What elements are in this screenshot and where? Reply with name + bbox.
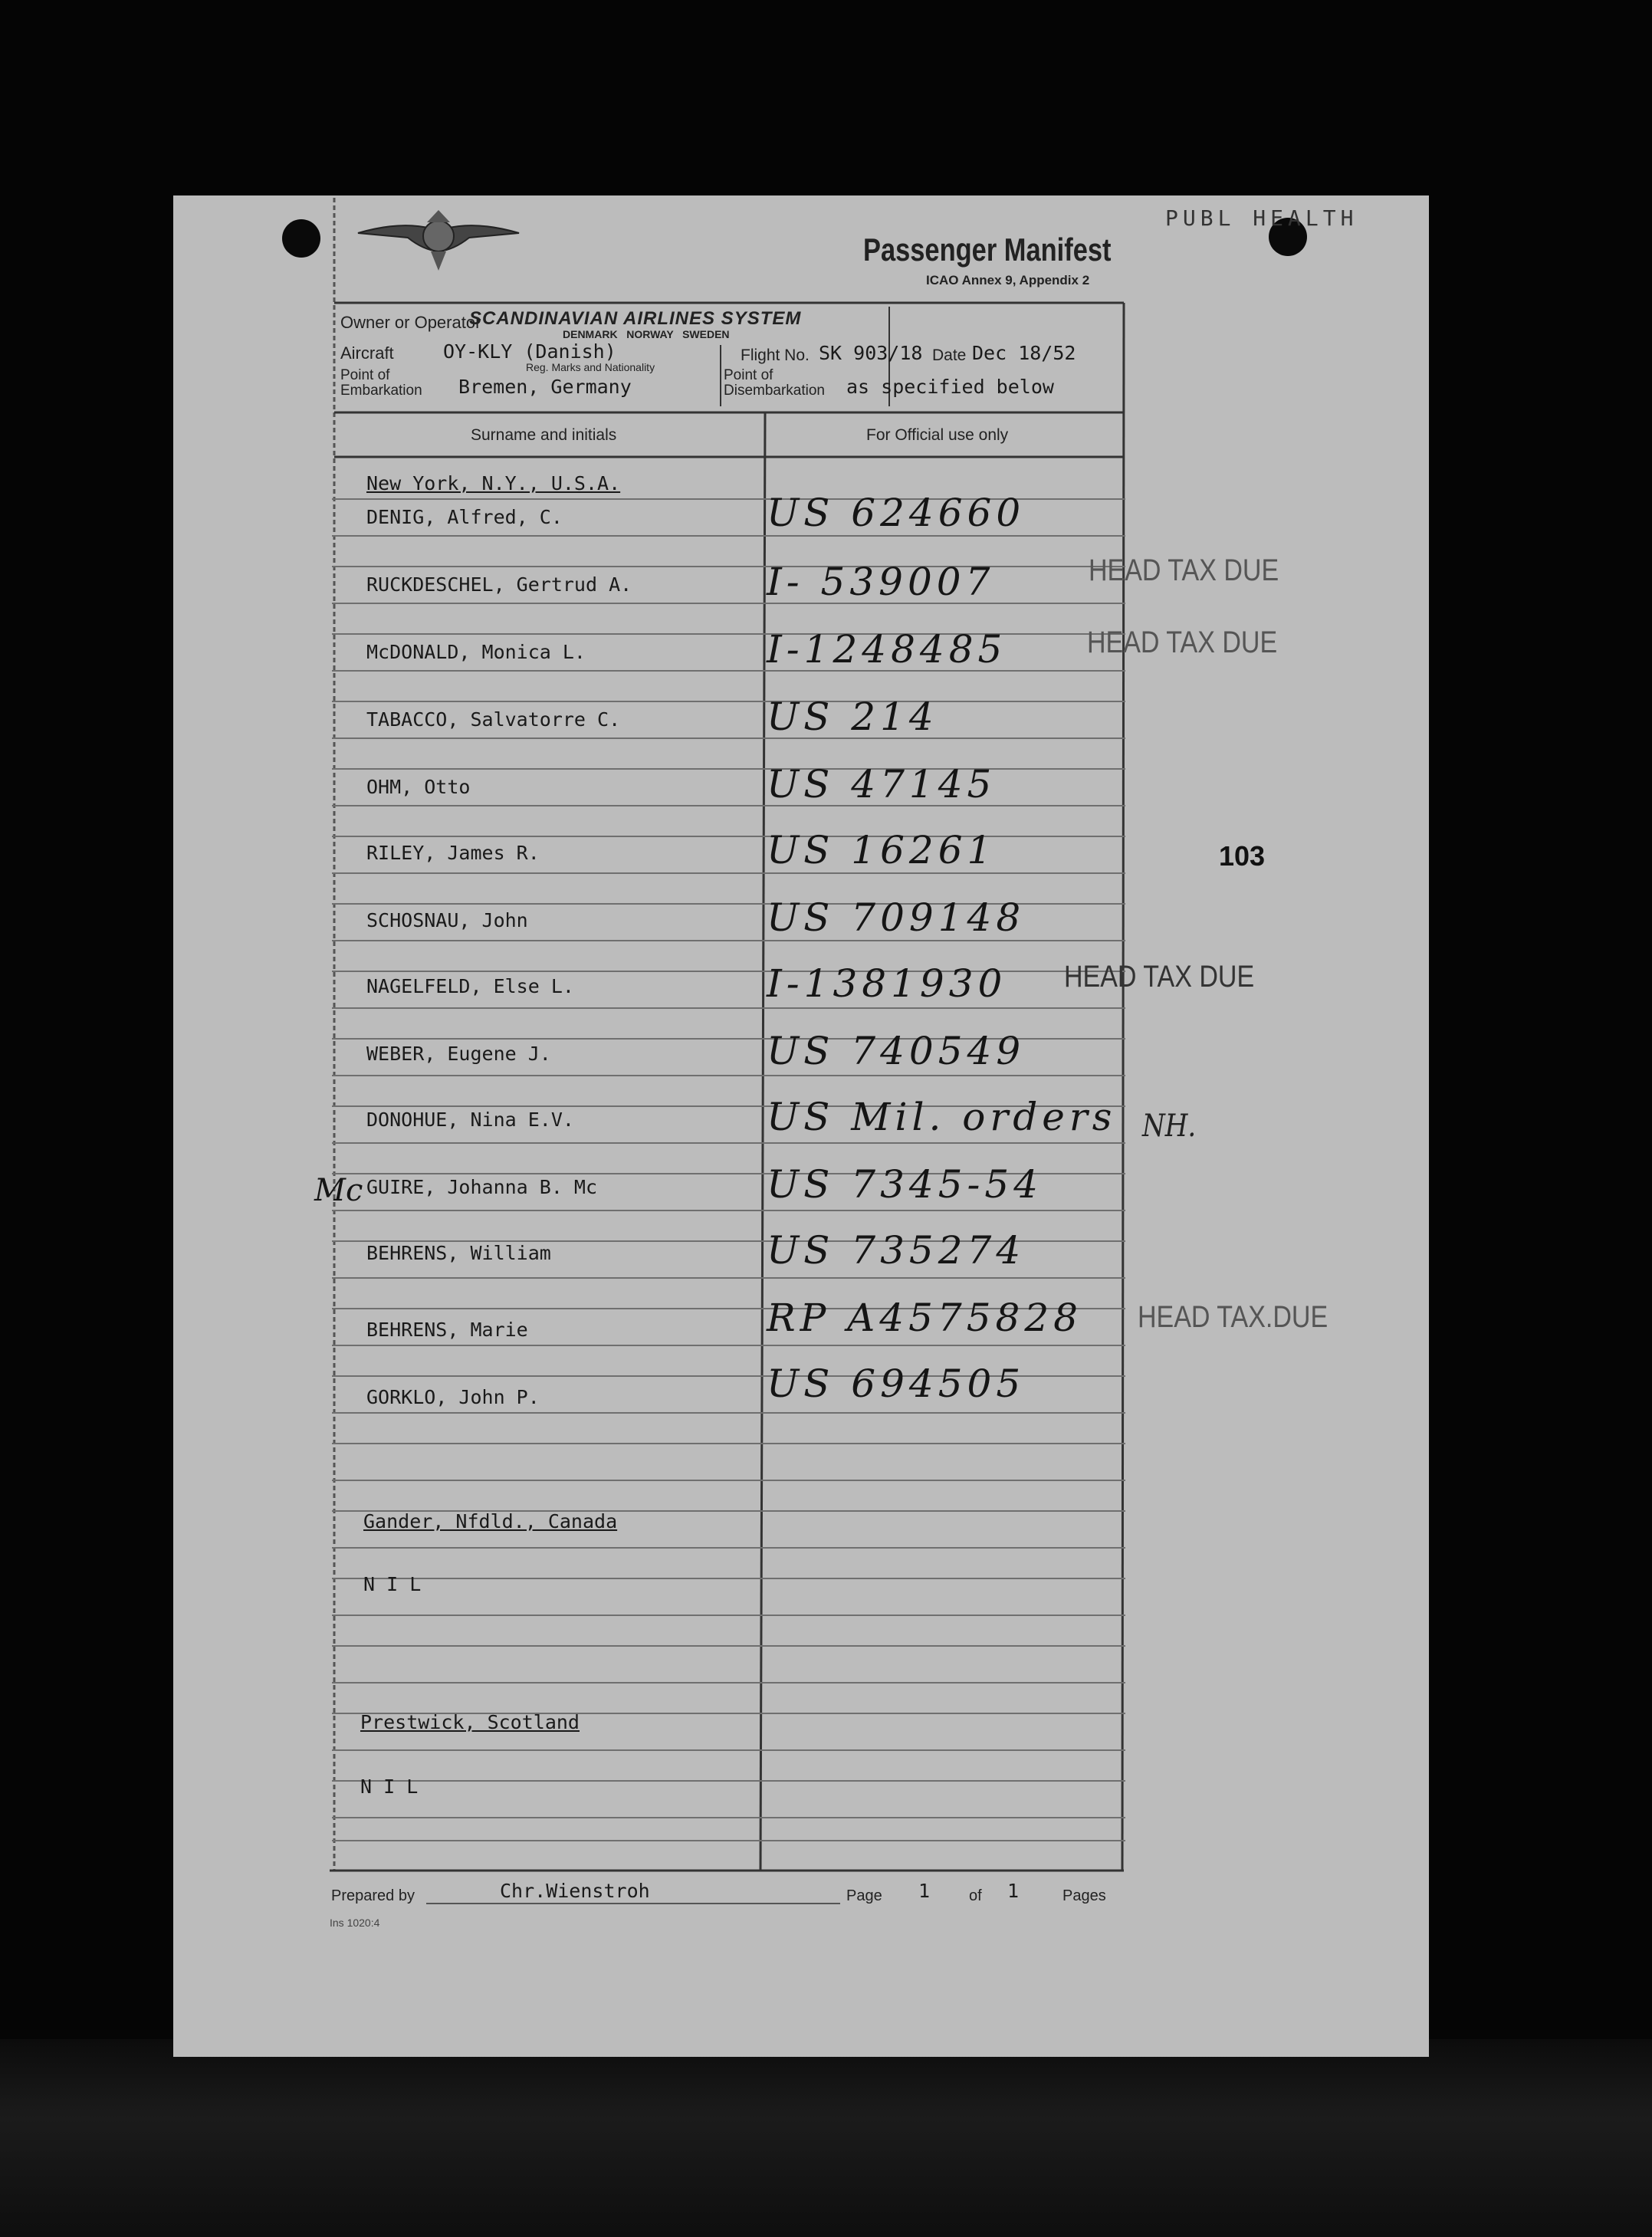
official-entry: US 7345-54 [767,1162,1043,1207]
head-tax-due-stamp: HEAD TAX.DUE [1138,1300,1328,1334]
nil-entry: N I L [363,1573,422,1595]
owner-countries: DENMARK NORWAY SWEDEN [563,328,730,340]
aircraft-sublabel: Reg. Marks and Nationality [526,361,655,373]
passenger-name: RILEY, James R. [366,842,540,864]
passenger-name: DENIG, Alfred, C. [366,506,563,528]
margin-note-public-health: PUBL HEALTH [1165,205,1358,231]
passenger-name: DONOHUE, Nina E.V. [366,1109,574,1131]
passenger-name: TABACCO, Salvatorre C. [366,708,621,731]
destination-heading-gander: Gander, Nfdld., Canada [363,1510,618,1532]
passenger-name: NAGELFELD, Else L. [366,975,574,997]
head-tax-due-stamp: HEAD TAX DUE [1087,626,1278,659]
passenger-name: GORKLO, John P. [366,1386,540,1408]
column-header-surname: Surname and initials [471,426,617,444]
of-value: 1 [1007,1880,1020,1902]
official-entry: I- 539007 [767,560,995,604]
form-title: Passenger Manifest [863,232,1112,268]
official-entry: I-1381930 [767,961,1007,1006]
form-subtitle: ICAO Annex 9, Appendix 2 [926,273,1090,287]
flight-value: SK 903/18 [819,342,923,364]
official-entry: I-1248485 [767,627,1007,672]
passenger-name: SCHOSNAU, John [366,909,528,931]
embarkation-label: Point of Embarkation [340,367,422,399]
official-entry: US 740549 [767,1029,1026,1073]
official-entry: US 16261 [767,828,997,872]
airline-logo [354,205,523,274]
official-entry: US 624660 [767,491,1026,535]
passenger-name: McDONALD, Monica L. [366,641,586,663]
passenger-name: RUCKDESCHEL, Gertrud A. [366,573,632,596]
aircraft-value: OY-KLY (Danish) [443,340,616,363]
prepared-by-line [426,1903,840,1904]
official-entry: US 47145 [767,762,997,806]
date-value: Dec 18/52 [972,342,1076,364]
head-tax-due-stamp: HEAD TAX DUE [1064,960,1255,994]
head-tax-due-stamp: HEAD TAX DUE [1089,554,1279,587]
disembarkation-value: as specified below [846,376,1054,398]
pages-label: Pages [1062,1887,1106,1904]
passenger-name: OHM, Otto [366,776,471,798]
destination-heading-prestwick: Prestwick, Scotland [360,1711,580,1733]
owner-value: SCANDINAVIAN AIRLINES SYSTEM [469,308,802,329]
official-entry: US 214 [767,695,938,739]
form-number: Ins 1020:4 [330,1917,380,1929]
official-entry: US 709148 [767,895,1026,940]
date-label: Date [932,347,967,364]
disembarkation-label: Point of Disembarkation [724,367,825,399]
official-entry: RP A4575828 [767,1296,1082,1340]
page-label: Page [846,1887,882,1904]
embarkation-value: Bremen, Germany [458,376,632,398]
prepared-by-value: Chr.Wienstroh [500,1880,650,1902]
passenger-name: BEHRENS, William [366,1242,551,1264]
passenger-name: GUIRE, Johanna B. Mc [366,1176,598,1198]
page-number-stamp: 103 [1219,840,1266,872]
official-entry: US Mil. orders [767,1095,1117,1139]
page-value: 1 [918,1880,931,1902]
owner-label: Owner or Operator [340,313,481,332]
destination-heading-new-york: New York, N.Y., U.S.A. [366,472,621,494]
handwritten-mc-note: Mc [314,1173,363,1208]
of-label: of [969,1887,982,1904]
passenger-name: BEHRENS, Marie [366,1319,528,1341]
passenger-name: WEBER, Eugene J. [366,1043,551,1065]
nil-entry: N I L [360,1775,419,1798]
prepared-by-label: Prepared by [331,1887,415,1904]
nh-note: NH. [1142,1109,1197,1144]
column-header-official: For Official use only [866,426,1009,444]
official-entry: US 735274 [767,1228,1026,1273]
official-entry: US 694505 [767,1362,1026,1406]
aircraft-label: Aircraft [340,343,394,363]
flight-label: Flight No. [741,347,810,364]
